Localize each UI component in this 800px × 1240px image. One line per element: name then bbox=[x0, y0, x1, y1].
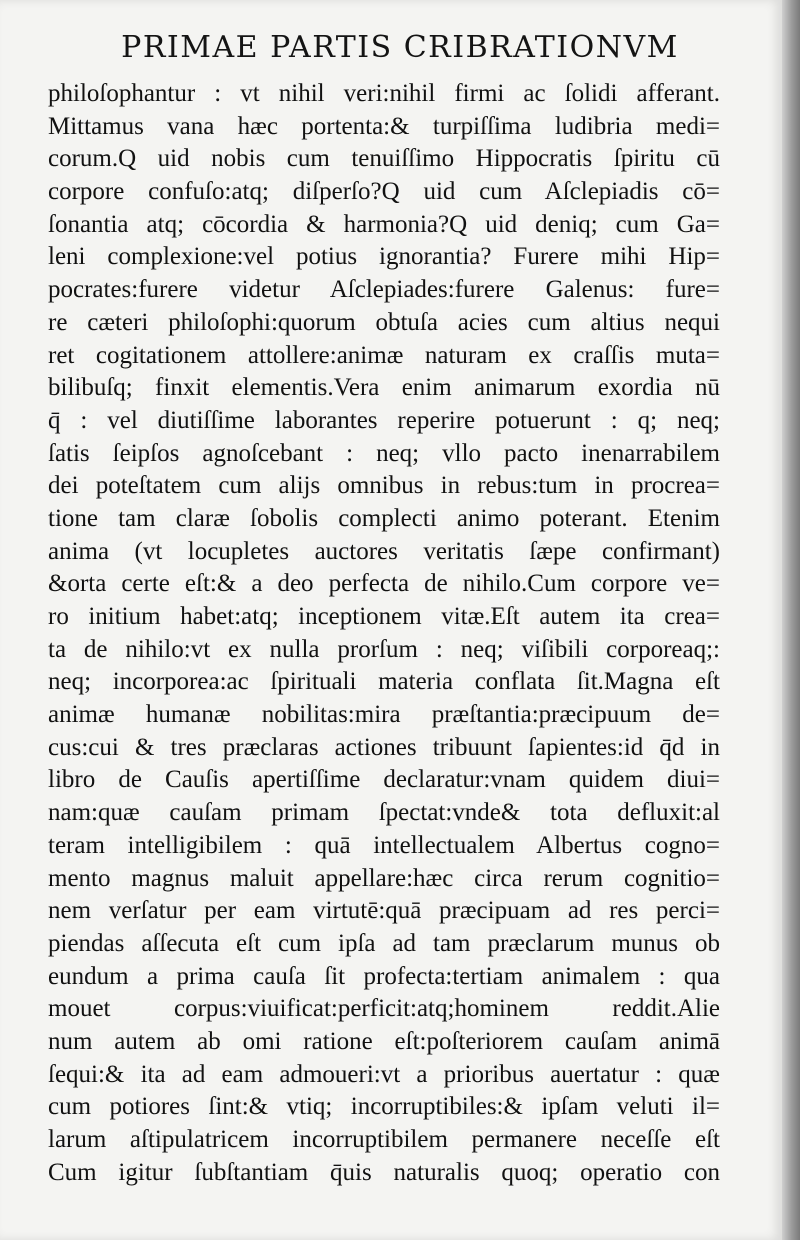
text-line: philoſophantur : vt nihil veri:nihil firmi ac ſolidi afferant. bbox=[48, 80, 720, 107]
text-line: ro initium habet:atq; inceptionem vitæ.Eſt autem ita crea= bbox=[48, 603, 720, 630]
text-line: q̄ : vel diutiſſime laborantes reperire potuerunt : q; neq; bbox=[48, 406, 720, 434]
text-line: animæ humanæ nobilitas:mira præſtantia:præcipuum de= bbox=[48, 701, 720, 729]
text-line: anima (vt locupletes auctores veritatis ſæpe confirmant) bbox=[48, 537, 720, 565]
text-line: ta de nihilo:vt ex nulla prorſum : neq; viſibili corporeaq;: bbox=[48, 635, 720, 663]
running-header: PRIMAE PARTIS CRIBRATIONVM bbox=[121, 30, 679, 65]
text-line: ret cogitationem attollere:animæ naturam ex craſſis muta= bbox=[48, 341, 720, 369]
text-line: libro de Cauſis apertiſſime declaratur:vnam quidem diui= bbox=[48, 766, 720, 794]
text-line: mento magnus maluit appellare:hæc circa rerum cognitio= bbox=[48, 864, 720, 892]
text-line: eundum a prima cauſa ſit profecta:tertiam animalem : qua bbox=[48, 962, 720, 990]
text-line: dei poteſtatem cum alijs omnibus in rebus:tum in procrea= bbox=[48, 472, 720, 500]
page-edge bbox=[782, 0, 800, 1240]
text-line: pocrates:furere videtur Aſclepiades:furere Galenus: fure= bbox=[48, 276, 720, 304]
text-line: corpore confuſo:atq; diſperſo?Q uid cum Aſclepiadis cō= bbox=[48, 178, 720, 206]
text-line: Mittamus vana hæc portenta:& turpiſſima ludibria medi= bbox=[48, 112, 720, 140]
text-line: nam:quæ cauſam primam ſpectat:vnde& tota defluxit:al bbox=[48, 799, 720, 827]
text-line: num autem ab omi ratione eſt:poſteriorem cauſam animā bbox=[48, 1027, 720, 1055]
body-text bbox=[48, 78, 720, 1189]
text-line: larum aſtipulatricem incorruptibilem permanere neceſſe eſt bbox=[48, 1126, 720, 1153]
text-line: nem verſatur per eam virtutē:quā præcipuam ad res perci= bbox=[48, 897, 720, 925]
text-line: leni complexione:vel potius ignorantia? Furere mihi Hip= bbox=[48, 243, 720, 271]
text-line: mouet corpus:viuificat:perficit:atq;hominem reddit.Alie bbox=[48, 995, 720, 1023]
text-line: cus:cui & tres præclaras actiones tribuunt ſapientes:id q̄d in bbox=[48, 733, 720, 761]
text-line: tione tam claræ ſobolis complecti animo poterant. Etenim bbox=[48, 504, 720, 532]
text-line: piendas aſſecuta eſt cum ipſa ad tam præclarum munus ob bbox=[48, 929, 720, 957]
text-line: cum potiores ſint:& vtiq; incorruptibiles:& ipſam veluti il= bbox=[48, 1093, 720, 1121]
text-line: teram intelligibilem : quā intellectualem Albertus cogno= bbox=[48, 831, 720, 859]
text-line: ſatis ſeipſos agnoſcebant : neq; vllo pacto inenarrabilem bbox=[48, 439, 720, 467]
text-line: bilibuſq; finxit elementis.Vera enim animarum exordia nū bbox=[48, 374, 720, 402]
text-line: re cæteri philoſophi:quorum obtuſa acies cum altius nequi bbox=[48, 308, 720, 336]
text-line: corum.Q uid nobis cum tenuiſſimo Hippocratis ſpiritu cū bbox=[48, 145, 720, 173]
text-line: Cum igitur ſubſtantiam q̄uis naturalis quoq; operatio con bbox=[48, 1158, 720, 1186]
text-line: &orta certe eſt:& a deo perfecta de nihilo.Cum corpore ve= bbox=[48, 570, 720, 598]
text-line: ſequi:& ita ad eam admoueri:vt a prioribus auertatur : quæ bbox=[48, 1060, 720, 1088]
text-line: ſonantia atq; cōcordia & harmonia?Q uid deniq; cum Ga= bbox=[48, 210, 720, 238]
text-line: neq; incorporea:ac ſpirituali materia conflata ſit.Magna eſt bbox=[48, 668, 720, 696]
